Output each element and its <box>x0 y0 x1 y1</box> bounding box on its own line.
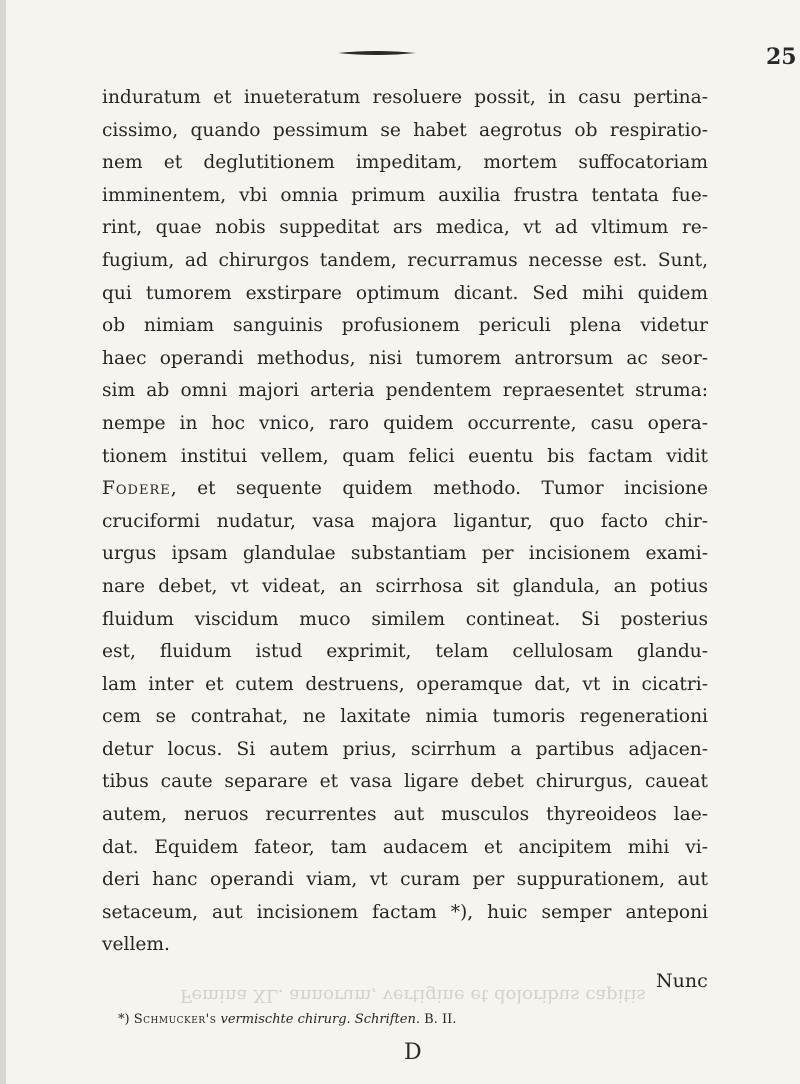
cited-author-name: Fodere <box>102 478 171 500</box>
text-line: imminentem, vbi omnia primum auxilia frustra tentata fue- <box>102 184 708 206</box>
text-line: cruciformi nudatur, vasa majora ligantur, quo facto chir- <box>102 510 708 532</box>
signature-mark: D <box>404 1040 422 1065</box>
text-line: detur locus. Si autem prius, scirrhum a partibus adjacen- <box>102 738 708 760</box>
text-line: ob nimiam sanguinis profusionem periculi plena videtur <box>102 315 708 337</box>
text-line: induratum et inueteratum resoluere possit, in casu pertina- <box>102 87 708 108</box>
text-line-final: vellem. <box>102 934 170 956</box>
text-line: haec operandi methodus, nisi tumorem antrorsum ac seor- <box>102 347 708 369</box>
text-line: tionem institui vellem, quam felici euentu bis factam vidit <box>102 445 708 467</box>
footnote-work-title: vermischte chirurg. Schriften. <box>220 1012 420 1027</box>
text-line: fugium, ad chirurgos tandem, recurramus necesse est. Sunt, <box>102 249 708 271</box>
page-edge-shadow <box>0 0 6 1084</box>
text-line: qui tumorem exstirpare optimum dicant. Sed mihi quidem <box>102 282 708 304</box>
show-through-text: Femina XL. annorum, vertigine et doloribus capitis <box>180 985 646 1006</box>
text-line: lam inter et cutem destruens, operamque dat, vt in cicatri- <box>102 673 708 695</box>
text-line-continuation: , et sequente quidem methodo. Tumor incisione <box>170 478 708 500</box>
text-line: deri hanc operandi viam, vt curam per suppurationem, aut <box>102 869 708 891</box>
text-line: nempe in hoc vnico, raro quidem occurrente, casu opera- <box>102 412 708 434</box>
text-line: nare debet, vt videat, an scirrhosa sit glandula, an potius <box>102 575 708 597</box>
text-line: cem se contrahat, ne laxitate nimia tumoris regenerationi <box>102 706 708 728</box>
text-line: tibus caute separare et vasa ligare debet chirurgus, caueat <box>102 771 708 793</box>
header-ornament-rule <box>338 50 416 56</box>
main-text-block <box>102 82 708 962</box>
text-line: fluidum viscidum muco similem contineat. Si posterius <box>102 608 708 630</box>
page-number: 25 <box>766 44 797 70</box>
text-line: autem, neruos recurrentes aut musculos thyreoideos lae- <box>102 804 708 826</box>
text-line: sim ab omni majori arteria pendentem repraesentet struma: <box>102 380 708 402</box>
text-line: cissimo, quando pessimum se habet aegrotus ob respiratio- <box>102 119 708 141</box>
footnote-volume: B. II. <box>424 1012 457 1027</box>
text-line-with-author <box>102 473 708 506</box>
text-line: est, fluidum istud exprimit, telam cellulosam glandu- <box>102 641 708 663</box>
text-line: nem et deglutitionem impeditam, mortem suffocatoriam <box>102 152 708 174</box>
footnote-author: Schmucker's <box>133 1012 217 1027</box>
text-line: urgus ipsam glandulae substantiam per incisionem exami- <box>102 543 708 565</box>
text-line: setaceum, aut incisionem factam *), huic semper anteponi <box>102 901 708 923</box>
footnote-marker: *) <box>118 1012 130 1027</box>
footnote <box>118 1012 456 1027</box>
catchword: Nunc <box>656 970 708 992</box>
text-line: rint, quae nobis suppeditat ars medica, vt ad vltimum re- <box>102 217 708 239</box>
text-line: dat. Equidem fateor, tam audacem et ancipitem mihi vi- <box>102 836 708 858</box>
